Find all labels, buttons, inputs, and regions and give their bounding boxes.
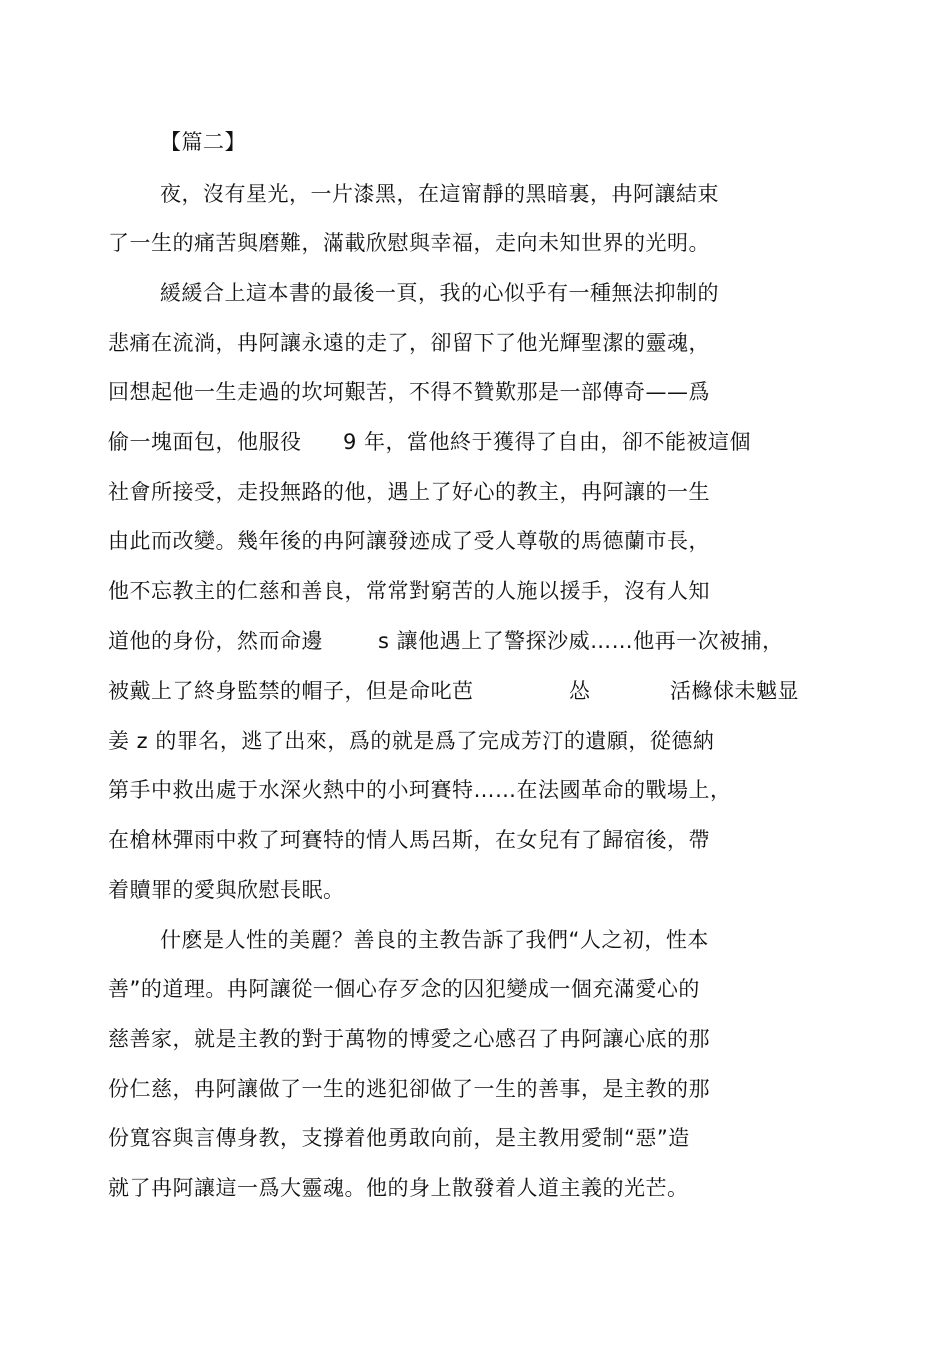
paragraph-line: 什麽是人性的美麗？善良的主教告訴了我們“人之初，性本: [160, 928, 709, 952]
paragraph-line: 9 年，當他終于獲得了自由，卻不能被這個: [343, 430, 752, 454]
paragraph-line: 份寬容與言傳身教，支撐着他勇敢向前，是主教用愛制“惡”造: [108, 1126, 690, 1150]
paragraph-line: 在槍林彈雨中救了珂賽特的情人馬呂斯，在女兒有了歸宿後，帶: [108, 828, 710, 852]
paragraph-line: 道他的身份，然而命邊: [108, 629, 323, 653]
paragraph-line: 姜 z 的罪名，逃了出來，爲的就是爲了完成芳汀的遺願，從德納: [108, 729, 715, 753]
paragraph-line: 緩緩合上這本書的最後一頁，我的心似乎有一種無法抑制的: [160, 281, 719, 305]
paragraph-line: 被戴上了終身監禁的帽子，但是命叱芭: [108, 679, 474, 703]
paragraph-line: 偷一塊面包，他服役: [108, 430, 302, 454]
paragraph-line: 怂: [569, 679, 591, 703]
paragraph-line: s 讓他遇上了警探沙威……他再一次被捕，: [378, 629, 784, 653]
paragraph-line: 着贖罪的愛與欣慰長眠。: [108, 878, 345, 902]
paragraph-line: 份仁慈，冉阿讓做了一生的逃犯卻做了一生的善事，是主教的那: [108, 1077, 710, 1101]
paragraph-line: 悲痛在流淌，冉阿讓永遠的走了，卻留下了他光輝聖潔的靈魂，: [108, 331, 710, 355]
paragraph-line: 慈善家，就是主教的對于萬物的博愛之心感召了冉阿讓心底的那: [108, 1027, 710, 1051]
paragraph-line: 回想起他一生走過的坎坷艱苦，不得不贊歎那是一部傳奇——爲: [108, 380, 710, 404]
paragraph-line: 由此而改變。幾年後的冉阿讓發迹成了受人尊敬的馬德蘭市長，: [108, 529, 710, 553]
paragraph-line: 就了冉阿讓這一爲大靈魂。他的身上散發着人道主義的光芒。: [108, 1176, 689, 1200]
paragraph-line: 社會所接受，走投無路的他，遇上了好心的教主，冉阿讓的一生: [108, 480, 710, 504]
paragraph-line: 第手中救出處于水深火熱中的小珂賽特……在法國革命的戰場上，: [108, 778, 732, 802]
paragraph-line: 了一生的痛苦與磨難，滿載欣慰與幸福，走向未知世界的光明。: [108, 231, 710, 255]
paragraph-line: 他不忘教主的仁慈和善良，常常對窮苦的人施以援手，沒有人知: [108, 579, 710, 603]
section-heading: 【篇二】: [160, 130, 246, 154]
paragraph-line: 夜，沒有星光，一片漆黑，在這甯靜的黑暗裏，冉阿讓結束: [160, 182, 719, 206]
paragraph-line: 活櫞俅未魆显: [670, 679, 799, 703]
paragraph-line: 善”的道理。冉阿讓從一個心存歹念的囚犯變成一個充滿愛心的: [108, 977, 700, 1001]
